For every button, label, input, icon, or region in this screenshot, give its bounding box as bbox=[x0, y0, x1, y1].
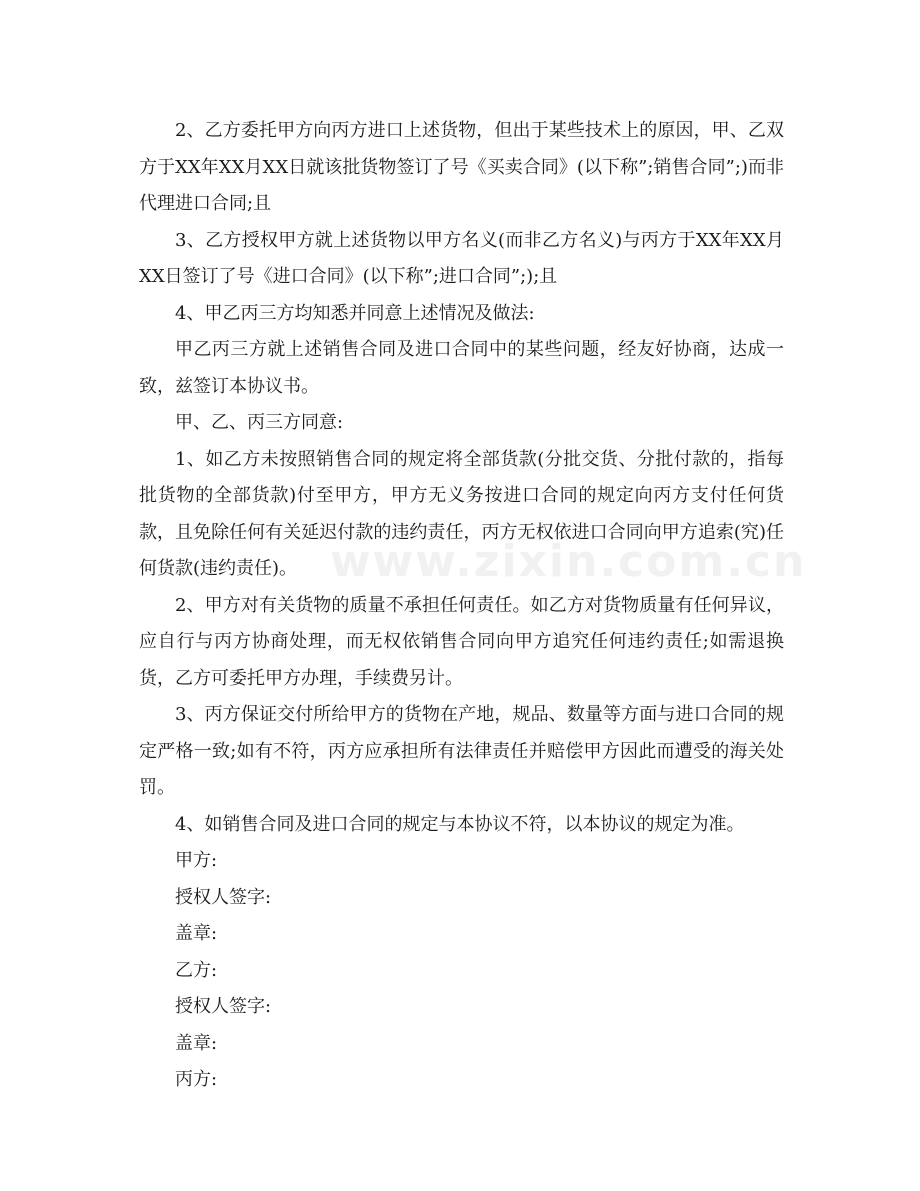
clause-3-authorization: 3、乙方授权甲方就上述货物以甲方名义(而非乙方名义)与丙方于XX年XX月XX日签订了号《进口合同》(以下称”;进口合同”;);且 bbox=[139, 229, 784, 287]
document-body bbox=[139, 113, 784, 1099]
term-1-payment: 1、如乙方未按照销售合同的规定将全部货款(分批交货、分批付款的，指每批货物的全部货款)付至甲方，甲方无义务按进口合同的规定向丙方支付任何货款，且免除任何有关延迟付款的违约责任，丙方无权依进口合同向甲方追索(究)任何货款(违约责任)。 bbox=[139, 448, 784, 579]
party-b-signature-label: 授权人签字: bbox=[175, 996, 272, 1017]
party-a-label: 甲方: bbox=[175, 850, 218, 871]
term-2-quality: 2、甲方对有关货物的质量不承担任何责任。如乙方对货物质量有任何异议，应自行与丙方协商处理，而无权依销售合同向甲方追究任何违约责任;如需退换货，乙方可委托甲方办理，手续费另计。 bbox=[139, 594, 784, 689]
parties-agree-heading: 甲、乙、丙三方同意: bbox=[175, 412, 344, 433]
clause-2-entrustment: 2、乙方委托甲方向丙方进口上述货物，但出于某些技术上的原因，甲、乙双方于XX年XX月XX日就该批货物签订了号《买卖合同》(以下称”;销售合同”;)而非代理进口合同;且 bbox=[139, 120, 784, 214]
party-a-seal-label: 盖章: bbox=[175, 923, 218, 944]
term-3-conformity: 3、丙方保证交付所给甲方的货物在产地，规品、数量等方面与进口合同的规定严格一致;如有不符，丙方应承担所有法律责任并赔偿甲方因此而遭受的海关处罚。 bbox=[139, 704, 784, 798]
party-a-signature-label: 授权人签字: bbox=[175, 886, 272, 908]
clause-4-acknowledgement: 4、甲乙丙三方均知悉并同意上述情况及做法: bbox=[175, 302, 535, 324]
party-b-seal-label: 盖章: bbox=[175, 1032, 218, 1054]
party-b-label: 乙方: bbox=[175, 959, 218, 981]
party-c-label: 丙方: bbox=[175, 1069, 218, 1090]
term-4-precedence: 4、如销售合同及进口合同的规定与本协议不符，以本协议的规定为准。 bbox=[175, 813, 745, 835]
site-watermark: www.zixin.com.cn bbox=[330, 536, 807, 587]
agreement-preamble: 甲乙丙三方就上述销售合同及进口合同中的某些问题，经友好协商，达成一致，兹签订本协议书。 bbox=[139, 339, 784, 397]
